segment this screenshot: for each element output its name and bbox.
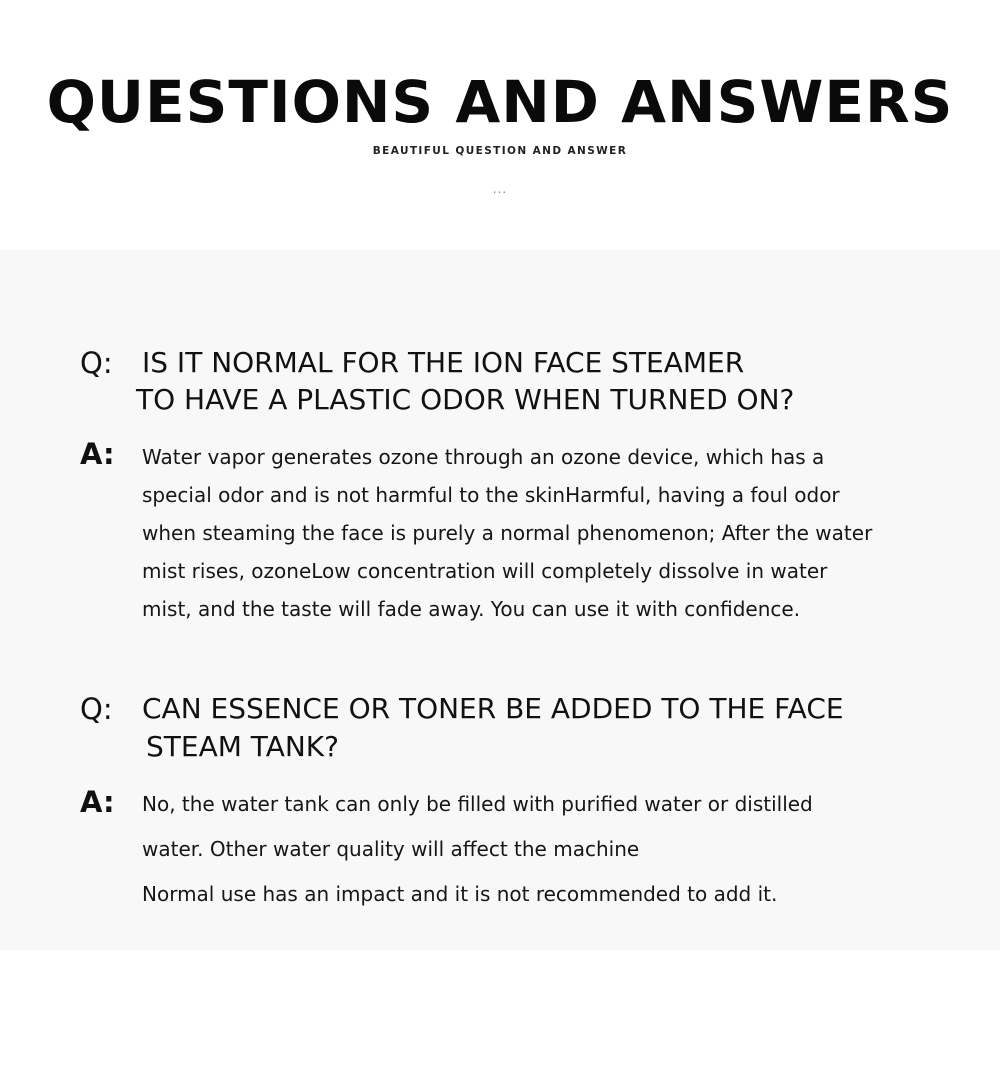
answer-1-line-1: Water vapor generates ozone through an ozone device, which has a [142, 445, 825, 469]
answer-2-line-2: water. Other water quality will affect the machine [142, 837, 640, 861]
answer-2-line-3: Normal use has an impact and it is not recommended to add it. [142, 882, 778, 906]
answer-1-line-5: mist, and the taste will fade away. You can use it with confidence. [142, 597, 801, 621]
answer-1-line-2: special odor and is not harmful to the skinHarmful, having a foul odor [142, 483, 840, 507]
question-2-line-2: STEAM TANK? [146, 730, 340, 763]
answer-marker: A: [80, 785, 115, 819]
question-1-line-1: IS IT NORMAL FOR THE ION FACE STEAMER [142, 346, 745, 379]
qa-panel [0, 250, 1000, 950]
answer-2-line-1: No, the water tank can only be filled with purified water or distilled [142, 792, 813, 816]
page-subtitle: BEAUTIFUL QUESTION AND ANSWER [372, 145, 628, 157]
answer-1-line-3: when steaming the face is purely a normal phenomenon; After the water [142, 521, 873, 545]
decorative-ellipsis: ... [492, 182, 508, 196]
question-1-line-2: TO HAVE A PLASTIC ODOR WHEN TURNED ON? [136, 383, 795, 416]
question-marker: Q: [80, 346, 113, 380]
answer-marker: A: [80, 437, 115, 471]
page-header [0, 0, 1000, 250]
answer-1-line-4: mist rises, ozoneLow concentration will completely dissolve in water [142, 559, 828, 583]
page-title: QUESTIONS AND ANSWERS [46, 68, 954, 136]
question-2-line-1: CAN ESSENCE OR TONER BE ADDED TO THE FACE [142, 692, 844, 725]
question-marker: Q: [80, 692, 113, 726]
